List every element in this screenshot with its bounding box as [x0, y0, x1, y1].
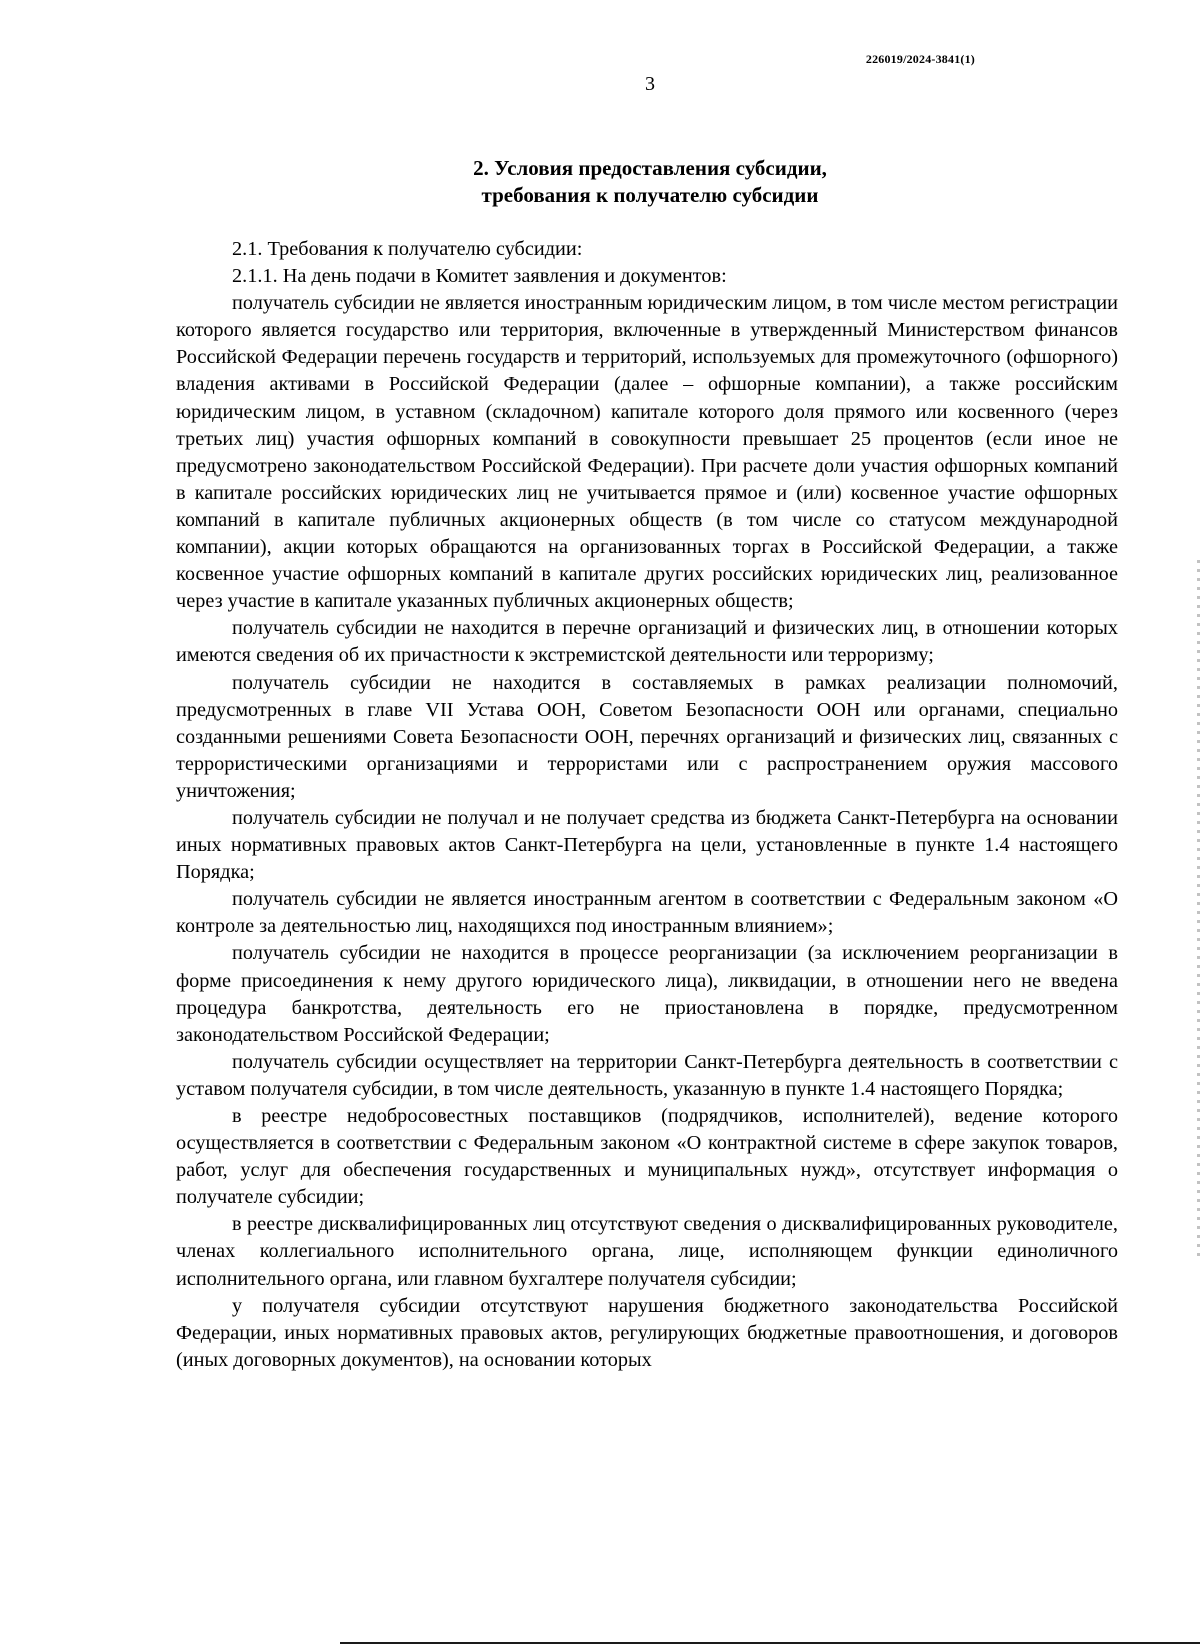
requirement-extremism-list: получатель субсидии не находится в перечне организаций и физических лиц, в отношении которых имеются сведения об их причастности к экстремистской деятельности или терроризму;: [176, 617, 1118, 667]
document-body: [176, 236, 1118, 1374]
requirement-no-budget-violations: у получателя субсидии отсутствуют нарушения бюджетного законодательства Российской Федерации, иных нормативных правовых актов, регулирующих бюджетные правоотношения, и договоров (иных договорных документов), на основании которых: [176, 1294, 1118, 1371]
requirement-un-sanctions: получатель субсидии не находится в составляемых в рамках реализации полномочий, предусмотренных в главе VII Устава ООН, Советом Безопасности ООН или органами, специально созданными решениями Совета Безопасности ООН, перечнях организаций и физических лиц, связанных с террористическими организациями и террористами или с распространением оружия массового уничтожения;: [176, 671, 1118, 802]
clause-2-1-1-heading: 2.1.1. На день подачи в Комитет заявления и документов:: [232, 265, 727, 288]
section-heading: [176, 155, 1124, 209]
clause-2-1-heading: 2.1. Требования к получателю субсидии:: [232, 238, 583, 260]
requirement-offshore: получатель субсидии не является иностранным юридическим лицом, в том числе местом регистрации которого является государство или территория, включенные в утвержденный Министерством финансов Российской Федерации перечень государств и территорий, используемых для промежуточного (офшорного) владения активами в Российской Федерации (далее – офшорные компании), а также российским юридическим лицом, в уставном (складочном) капитале которого доля прямого или косвенного (через третьих лиц) участия офшорных компаний в совокупности превышает 25 процентов (если иное не предусмотрено законодательством Российской Федерации). При расчете доли участия офшорных компаний в капитале российских юридических лиц не учитывается прямое и (или) косвенное участие офшорных компаний в капитале публичных акционерных обществ (в том числе со статусом международной компании), акции которых обращаются на организованных торгах в Российской Федерации, а также косвенное участие офшорных компаний в капитале других российских юридических лиц, реализованное через участие в капитале указанных публичных акционерных обществ;: [176, 292, 1118, 613]
scan-bottom-edge: [340, 1642, 1200, 1644]
section-heading-line-1: 2. Условия предоставления субсидии,: [473, 156, 827, 180]
requirement-no-reorganization: получатель субсидии не находится в процессе реорганизации (за исключением реорганизации в форме присоединения к нему другого юридического лица), ликвидации, в отношении него не введена процедура банкротства, деятельность его не приостановлена в порядке, предусмотренном законодательством Российской Федерации;: [176, 942, 1118, 1046]
requirement-disqualified-persons-registry: в реестре дисквалифицированных лиц отсутствуют сведения о дисквалифицированных руководителе, членах коллегиального исполнительного органа, лице, исполняющем функции единоличного исполнительного органа, или главном бухгалтере получателя субсидии;: [176, 1213, 1118, 1290]
page-number: 3: [645, 73, 655, 95]
requirement-activity-in-spb: получатель субсидии осуществляет на территории Санкт-Петербурга деятельность в соответствии с уставом получателя субсидии, в том числе деятельность, указанную в пункте 1.4 настоящего Порядка;: [176, 1050, 1118, 1100]
requirement-not-foreign-agent: получатель субсидии не является иностранным агентом в соответствии с Федеральным законом «О контроле за деятельностью лиц, находящихся под иностранным влиянием»;: [176, 888, 1118, 938]
section-heading-line-2: требования к получателю субсидии: [481, 183, 819, 207]
requirement-no-other-budget-funds: получатель субсидии не получал и не получает средства из бюджета Санкт-Петербурга на основании иных нормативных правовых актов Санкт-Петербурга на цели, установленные в пункте 1.4 настоящего Порядка;: [176, 806, 1118, 884]
requirement-unfair-suppliers-registry: в реестре недобросовестных поставщиков (подрядчиков, исполнителей), ведение которого осуществляется в соответствии с Федеральным законом «О контрактной системе в сфере закупок товаров, работ, услуг для обеспечения государственных и муниципальных нужд», отсутствует информация о получателе субсидии;: [176, 1105, 1118, 1209]
document-registration-number: 226019/2024-3841(1): [865, 52, 975, 66]
